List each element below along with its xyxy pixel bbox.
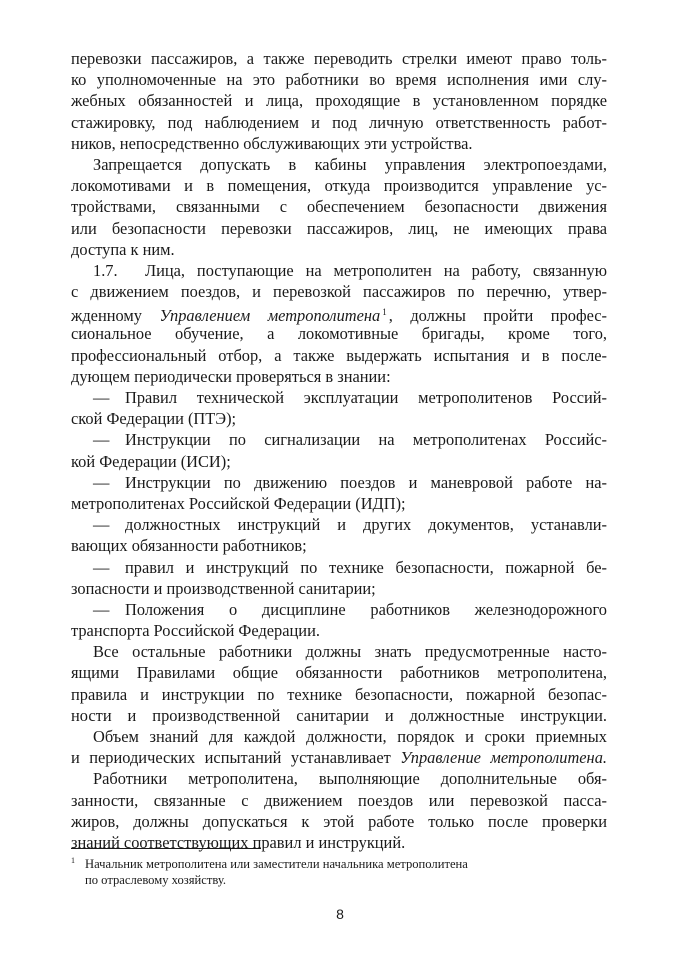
list-item-text: правил и инструкций по технике безопасности, пожарной бе- [125, 557, 607, 577]
footnote [71, 853, 607, 888]
text-line: доступа к ним. [71, 239, 175, 259]
text-line: занности, связанные с движением поездов или перевозкой пасса- [71, 790, 607, 810]
text-line: жиров, должны допускаться к этой работе только после проверки [71, 811, 607, 831]
list-item-continuation: метрополитенах Российской Федерации (ИДП); [71, 493, 406, 513]
footnote-divider [71, 848, 261, 849]
text-line [71, 747, 607, 768]
text-span: и периодических испытаний устанавливает [71, 748, 401, 768]
text-line: ящими Правилами общие обязанности работников метрополитена, [71, 663, 607, 683]
text-line: правила и инструкции по технике безопасности, пожарной безопас- [71, 684, 607, 704]
text-line: стажировку, под наблюдением и под личную ответственность работ- [71, 112, 607, 132]
list-item [71, 472, 607, 493]
text-span: жденному [71, 306, 160, 326]
text-span: , должны пройти профес- [388, 306, 607, 326]
text-line: Работники метрополитена, выполняющие дополнительные обя- [93, 769, 607, 789]
list-dash: — [93, 388, 110, 407]
text-line: ко уполномоченные на это работники во время исполнения ими слу- [71, 70, 607, 90]
text-line: Запрещается допускать в кабины управления электропоездами, [93, 154, 607, 174]
list-item-continuation: транспорта Российской Федерации. [71, 621, 320, 641]
text-line: локомотивами и в помещения, откуда производится управление ус- [71, 176, 607, 196]
section-number: 1.7. [93, 260, 118, 280]
text-line: Все остальные работники должны знать предусмотренные насто- [93, 642, 607, 662]
page-body [71, 48, 607, 853]
list-item-text: Правил технической эксплуатации метрополитенов Россий- [125, 388, 607, 407]
list-dash: — [93, 472, 110, 492]
text-line: перевозки пассажиров, а также переводить стрелки имеют право толь- [71, 49, 607, 68]
list-item [71, 514, 607, 535]
text-span: Лица, поступающие на метрополитен на работу, связанную [145, 260, 607, 280]
list-dash: — [93, 557, 110, 577]
text-line: или безопасности перевозки пассажиров, лиц, не имеющих права [71, 218, 607, 238]
list-item [71, 599, 607, 620]
text-line [71, 302, 607, 326]
text-line: дующем периодически проверяться в знании: [71, 366, 391, 386]
list-item-text: Инструкции по движению поездов и маневровой работе на- [125, 472, 607, 492]
italic-term: Управление метрополитена. [400, 748, 607, 768]
text-line: Объем знаний для каждой должности, порядок и сроки приемных [93, 727, 607, 746]
text-line: знаний соответствующих правил и инструкций. [71, 832, 406, 852]
list-item-text: должностных инструкций и других документов, устанавли- [125, 515, 607, 535]
list-item-continuation: зопасности и производственной санитарии; [71, 578, 376, 598]
list-item [71, 387, 607, 408]
text-line: тройствами, связанными с обеспечением безопасности движения [71, 197, 607, 217]
list-item-continuation: ской Федерации (ПТЭ); [71, 409, 237, 429]
section-heading-line [71, 260, 607, 281]
list-item-text: Инструкции по сигнализации на метрополитенах Российс- [125, 430, 607, 450]
list-dash: — [93, 599, 110, 619]
footnote-text: Начальник метрополитена или заместители начальника метрополитена [85, 857, 468, 871]
page-number: 8 [336, 906, 344, 922]
text-line: сиональное обучение, а локомотивные бригады, кроме того, [71, 324, 607, 344]
list-item-text: Положения о дисциплине работников железнодорожного [125, 599, 607, 619]
footnote-reference: 1 [382, 307, 387, 318]
text-line: ности и производственной санитарии и должностные инструкции. [71, 705, 607, 725]
footnote-line [71, 853, 607, 872]
list-item-continuation: кой Федерации (ИСИ); [71, 451, 231, 471]
text-line: ников, непосредственно обслуживающих эти устройства. [71, 133, 473, 153]
text-line: с движением поездов, и перевозкой пассажиров по перечню, утвер- [71, 282, 607, 302]
footnote-line: по отраслевому хозяйству. [85, 873, 227, 887]
footnote-mark: 1 [71, 856, 75, 865]
list-item-continuation: вающих обязанности работников; [71, 536, 307, 556]
italic-term: Управлением метрополитена [159, 306, 381, 326]
list-item [71, 429, 607, 450]
list-dash: — [93, 515, 110, 535]
text-line: жебных обязанностей и лица, проходящие в установленном порядке [71, 91, 607, 111]
text-line: профессиональный отбор, а также выдержать испытания и в после- [71, 345, 607, 365]
list-item [71, 557, 607, 578]
list-dash: — [93, 430, 110, 450]
